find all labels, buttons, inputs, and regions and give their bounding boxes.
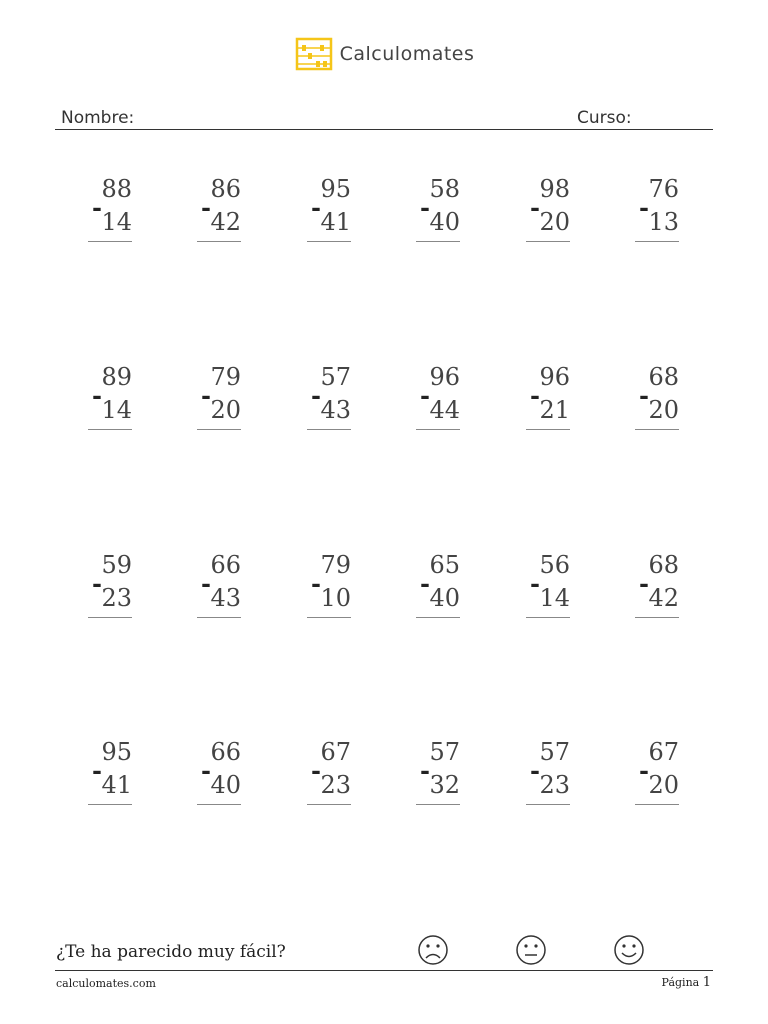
subtraction-problem xyxy=(307,177,397,257)
subtrahend: 23 xyxy=(320,771,351,799)
answer-line[interactable] xyxy=(526,617,570,618)
subtrahend: 20 xyxy=(210,396,241,424)
answer-line[interactable] xyxy=(635,241,679,242)
answer-line[interactable] xyxy=(635,617,679,618)
answer-line[interactable] xyxy=(416,617,460,618)
subtraction-problem xyxy=(635,740,725,820)
minus-sign: - xyxy=(201,569,211,598)
minuend: 58 xyxy=(429,175,460,203)
subtraction-problem xyxy=(197,553,287,633)
subtraction-problem xyxy=(526,553,616,633)
page-label: Página xyxy=(661,976,700,989)
minuend: 89 xyxy=(101,363,132,391)
minuend: 79 xyxy=(210,363,241,391)
minuend: 95 xyxy=(320,175,351,203)
subtrahend: 40 xyxy=(429,208,460,236)
subtrahend: 42 xyxy=(210,208,241,236)
subtrahend: 21 xyxy=(539,396,570,424)
subtraction-problem xyxy=(416,365,506,445)
subtrahend: 13 xyxy=(648,208,679,236)
subtraction-problem xyxy=(307,553,397,633)
answer-line[interactable] xyxy=(416,429,460,430)
minus-sign: - xyxy=(420,569,430,598)
subtraction-problem xyxy=(88,553,178,633)
minus-sign: - xyxy=(639,381,649,410)
minus-sign: - xyxy=(92,193,102,222)
minuend: 57 xyxy=(320,363,351,391)
subtraction-problem xyxy=(88,365,178,445)
minus-sign: - xyxy=(530,569,540,598)
answer-line[interactable] xyxy=(416,804,460,805)
minuend: 66 xyxy=(210,551,241,579)
minus-sign: - xyxy=(311,569,321,598)
answer-line[interactable] xyxy=(635,429,679,430)
answer-line[interactable] xyxy=(526,429,570,430)
minus-sign: - xyxy=(639,756,649,785)
minus-sign: - xyxy=(311,756,321,785)
minuend: 57 xyxy=(539,738,570,766)
answer-line[interactable] xyxy=(88,429,132,430)
minuend: 76 xyxy=(648,175,679,203)
answer-line[interactable] xyxy=(635,804,679,805)
site-url: calculomates.com xyxy=(56,977,156,990)
answer-line[interactable] xyxy=(197,617,241,618)
subtrahend: 20 xyxy=(539,208,570,236)
subtrahend: 14 xyxy=(101,396,132,424)
answer-line[interactable] xyxy=(88,241,132,242)
minuend: 96 xyxy=(539,363,570,391)
minuend: 66 xyxy=(210,738,241,766)
minuend: 68 xyxy=(648,551,679,579)
subtrahend: 23 xyxy=(101,584,132,612)
minus-sign: - xyxy=(530,381,540,410)
footer-divider xyxy=(55,970,713,971)
minuend: 59 xyxy=(101,551,132,579)
happy-face-icon[interactable] xyxy=(612,933,646,967)
subtrahend: 14 xyxy=(539,584,570,612)
subtraction-problem xyxy=(526,177,616,257)
minus-sign: - xyxy=(420,193,430,222)
minus-sign: - xyxy=(420,381,430,410)
subtrahend: 43 xyxy=(320,396,351,424)
answer-line[interactable] xyxy=(197,241,241,242)
minuend: 86 xyxy=(210,175,241,203)
minus-sign: - xyxy=(530,756,540,785)
minus-sign: - xyxy=(420,756,430,785)
subtraction-problem xyxy=(307,365,397,445)
minus-sign: - xyxy=(92,381,102,410)
minus-sign: - xyxy=(311,381,321,410)
subtraction-problem xyxy=(197,177,287,257)
subtraction-problem xyxy=(635,365,725,445)
minuend: 95 xyxy=(101,738,132,766)
neutral-face-icon[interactable] xyxy=(514,933,548,967)
minuend: 96 xyxy=(429,363,460,391)
minus-sign: - xyxy=(92,756,102,785)
subtrahend: 42 xyxy=(648,584,679,612)
answer-line[interactable] xyxy=(526,241,570,242)
minus-sign: - xyxy=(530,193,540,222)
minuend: 65 xyxy=(429,551,460,579)
subtrahend: 20 xyxy=(648,771,679,799)
minus-sign: - xyxy=(639,569,649,598)
answer-line[interactable] xyxy=(526,804,570,805)
minuend: 79 xyxy=(320,551,351,579)
subtraction-problem xyxy=(526,740,616,820)
sad-face-icon[interactable] xyxy=(416,933,450,967)
subtraction-problem xyxy=(197,740,287,820)
subtrahend: 32 xyxy=(429,771,460,799)
minuend: 57 xyxy=(429,738,460,766)
minuend: 67 xyxy=(648,738,679,766)
name-label: Nombre: xyxy=(61,108,135,128)
subtraction-problem xyxy=(416,553,506,633)
minus-sign: - xyxy=(311,193,321,222)
subtrahend: 20 xyxy=(648,396,679,424)
answer-line[interactable] xyxy=(88,617,132,618)
page-indicator xyxy=(662,975,711,990)
minus-sign: - xyxy=(201,193,211,222)
subtraction-problem xyxy=(635,553,725,633)
subtrahend: 10 xyxy=(320,584,351,612)
subtraction-problem xyxy=(416,177,506,257)
subtrahend: 41 xyxy=(320,208,351,236)
subtraction-problem xyxy=(307,740,397,820)
minus-sign: - xyxy=(639,193,649,222)
answer-line[interactable] xyxy=(88,804,132,805)
subtrahend: 40 xyxy=(210,771,241,799)
subtrahend: 40 xyxy=(429,584,460,612)
course-label: Curso: xyxy=(577,108,632,128)
subtrahend: 23 xyxy=(539,771,570,799)
subtraction-problem xyxy=(88,177,178,257)
subtrahend: 14 xyxy=(101,208,132,236)
subtraction-problem xyxy=(416,740,506,820)
minuend: 88 xyxy=(101,175,132,203)
page-number: 1 xyxy=(702,975,711,990)
minus-sign: - xyxy=(92,569,102,598)
brand-name: Calculomates xyxy=(339,43,475,65)
minus-sign: - xyxy=(201,381,211,410)
answer-line[interactable] xyxy=(197,429,241,430)
answer-line[interactable] xyxy=(307,429,351,430)
difficulty-question: ¿Te ha parecido muy fácil? xyxy=(56,942,286,962)
subtrahend: 41 xyxy=(101,771,132,799)
answer-line[interactable] xyxy=(307,804,351,805)
minuend: 98 xyxy=(539,175,570,203)
answer-line[interactable] xyxy=(197,804,241,805)
subtraction-problem xyxy=(635,177,725,257)
answer-line[interactable] xyxy=(307,241,351,242)
subtraction-problem xyxy=(88,740,178,820)
subtraction-problem xyxy=(197,365,287,445)
subtrahend: 44 xyxy=(429,396,460,424)
minus-sign: - xyxy=(201,756,211,785)
minuend: 56 xyxy=(539,551,570,579)
subtrahend: 43 xyxy=(210,584,241,612)
answer-line[interactable] xyxy=(307,617,351,618)
minuend: 67 xyxy=(320,738,351,766)
subtraction-problem xyxy=(526,365,616,445)
answer-line[interactable] xyxy=(416,241,460,242)
minuend: 68 xyxy=(648,363,679,391)
